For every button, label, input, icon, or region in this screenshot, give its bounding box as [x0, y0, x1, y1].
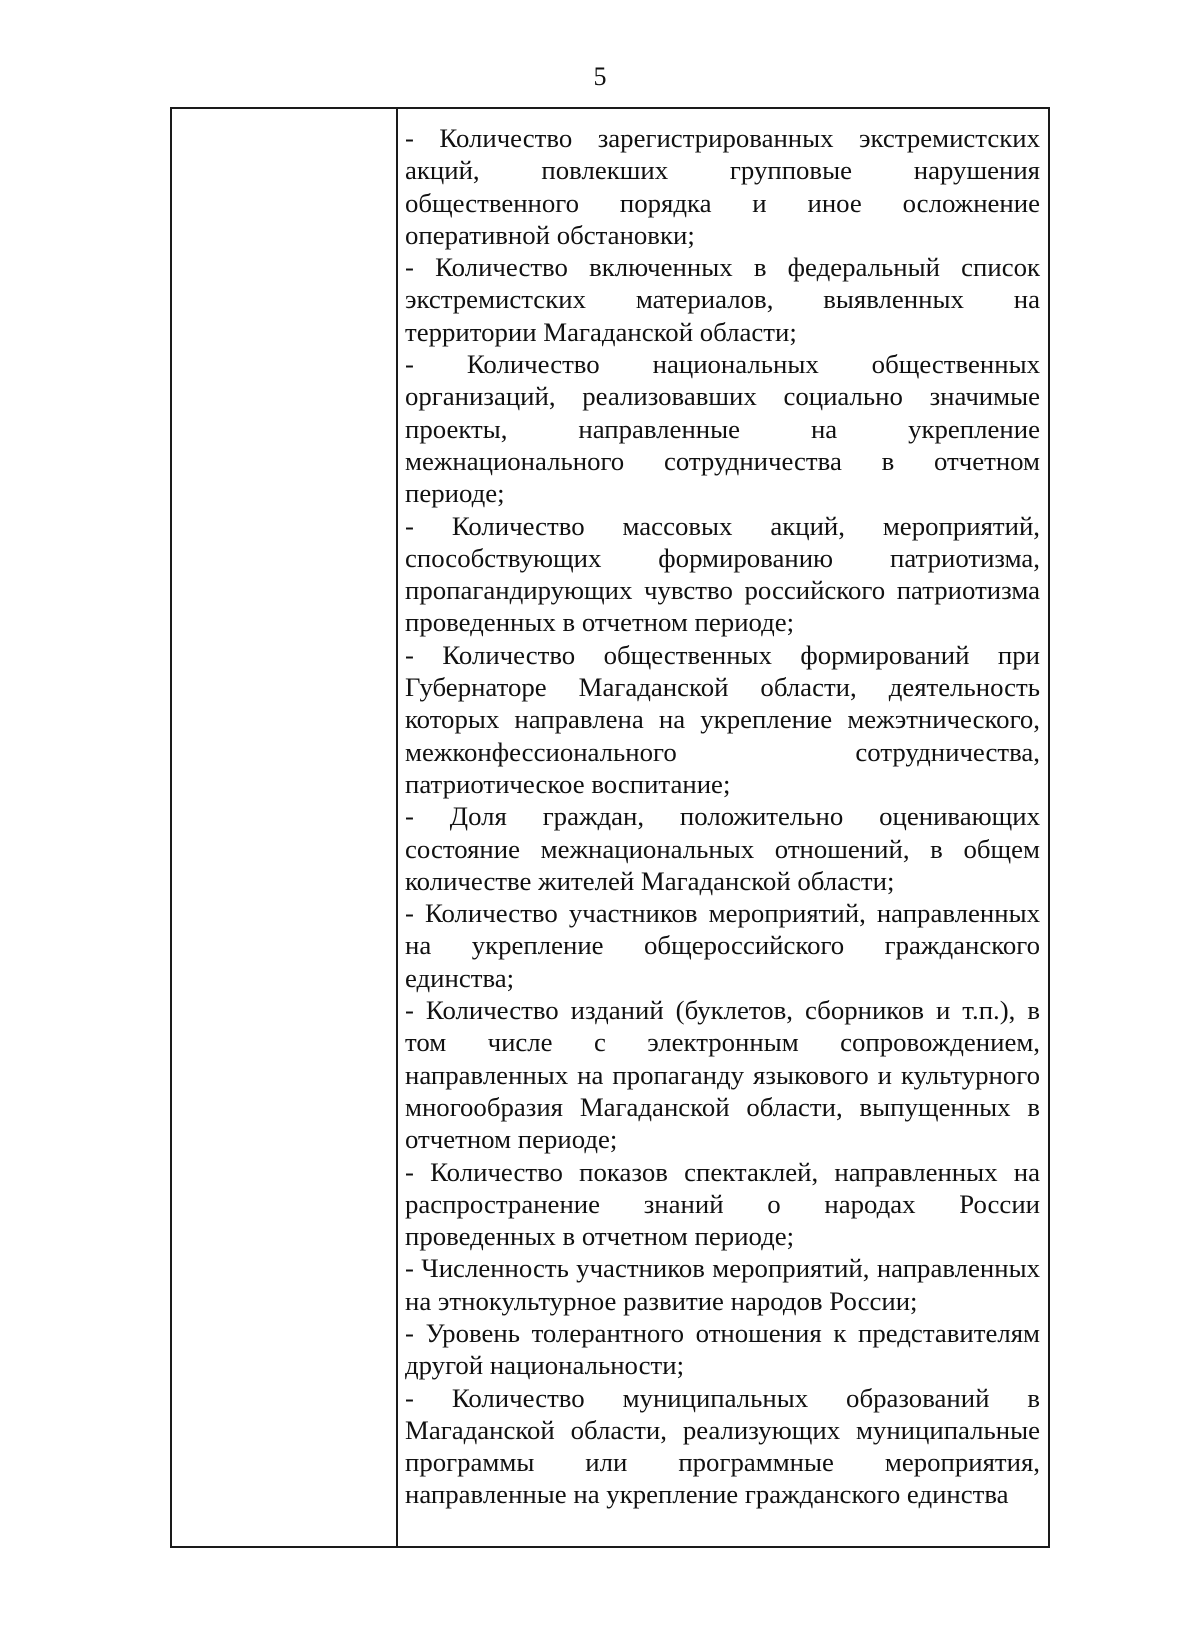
indicator-item: - Численность участников мероприятий, направленных на этнокультурное развитие народов России; [405, 1253, 1040, 1316]
indicator-item: - Количество общественных формирований при Губернаторе Магаданской области, деятельность которых направлена на укрепление межэтнического, межконфессионального сотрудничества, патриотическое воспитание; [405, 639, 1040, 799]
table-right-cell [398, 109, 1048, 1546]
indicator-item: - Количество показов спектаклей, направленных на распространение знаний о народах России проведенных в отчетном периоде; [405, 1156, 1040, 1252]
page-number: 5 [593, 62, 607, 91]
indicators-table [170, 107, 1050, 1548]
indicator-item: - Доля граждан, положительно оценивающих состояние межнациональных отношений, в общем количестве жителей Магаданской области; [405, 801, 1040, 896]
table-left-cell [172, 109, 398, 1546]
indicator-item: - Количество изданий (буклетов, сборников и т.п.), в том числе с электронным сопровождением, направленных на пропаганду языкового и культурного многообразия Магаданской области, выпущенных в отчетном периоде; [405, 995, 1040, 1155]
indicator-item: - Количество зарегистрированных экстремистских акций, повлекших групповые нарушения общественного порядка и иное осложнение оперативной обстановки; [405, 123, 1040, 250]
indicator-item: - Уровень толерантного отношения к представителям другой национальности; [405, 1317, 1040, 1381]
indicator-item: - Количество массовых акций, мероприятий, способствующих формированию патриотизма, пропагандирующих чувство российского патриотизма проведенных в отчетном периоде; [405, 510, 1040, 638]
indicator-item: - Количество муниципальных образований в Магаданской области, реализующих муниципальные программы или программные мероприятия, направленные на укрепление гражданского единства [405, 1382, 1040, 1510]
indicator-item: - Количество участников мероприятий, направленных на укрепление общероссийского гражданского единства; [405, 898, 1040, 993]
indicator-item: - Количество национальных общественных организаций, реализовавших социально значимые проекты, направленные на укрепление межнационального сотрудничества в отчетном периоде; [405, 349, 1040, 509]
indicator-item: - Количество включенных в федеральный список экстремистских материалов, выявленных на территории Магаданской области; [405, 252, 1040, 347]
